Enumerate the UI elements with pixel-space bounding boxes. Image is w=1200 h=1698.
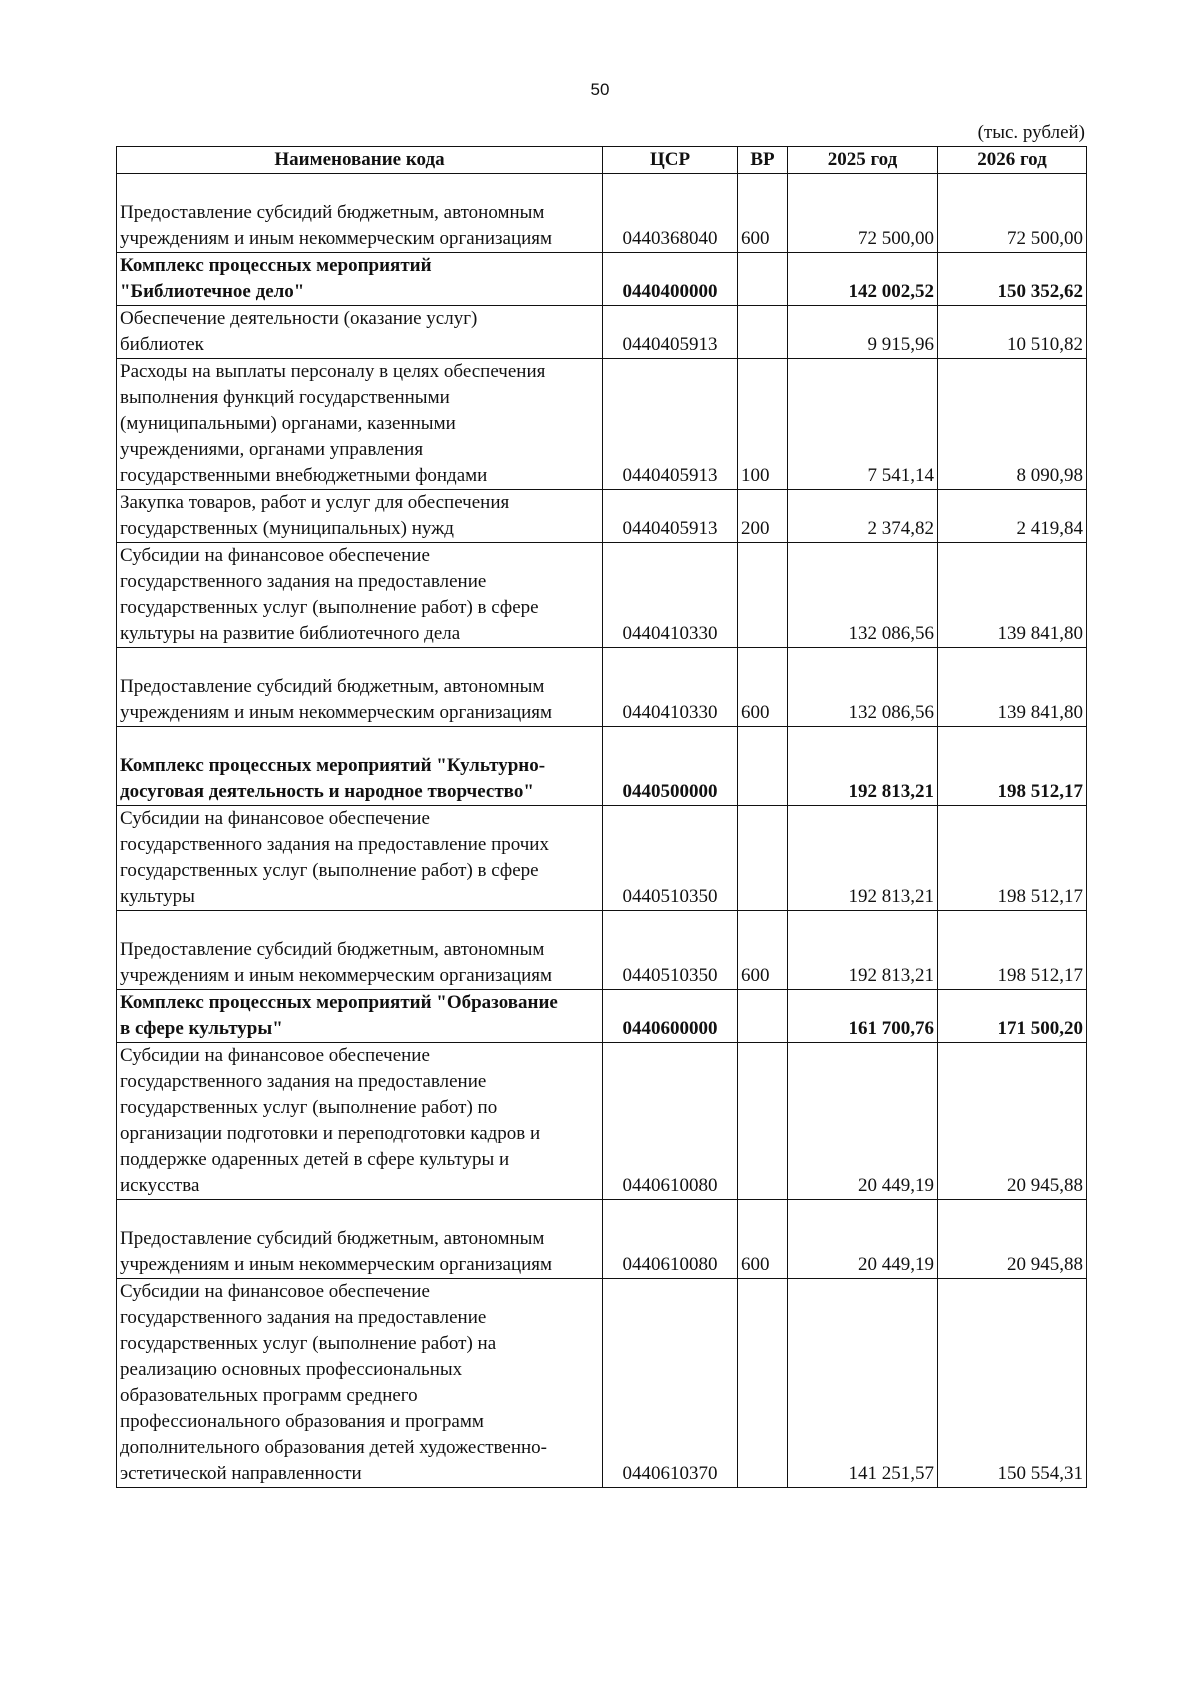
budget-table — [116, 146, 1087, 1488]
row-2025: 132 086,56 — [788, 648, 938, 727]
row-2026: 150 352,62 — [938, 253, 1087, 306]
row-vr: 600 — [738, 911, 788, 990]
row-vr — [738, 990, 788, 1043]
header-vr: ВР — [738, 147, 788, 174]
row-csr: 0440610080 — [603, 1043, 738, 1200]
row-name: Закупка товаров, работ и услуг для обеспечения государственных (муниципальных) нужд — [117, 490, 603, 543]
row-2026: 20 945,88 — [938, 1043, 1087, 1200]
row-2025: 20 449,19 — [788, 1200, 938, 1279]
table-row — [117, 911, 1087, 990]
table-row — [117, 543, 1087, 648]
row-2026: 10 510,82 — [938, 306, 1087, 359]
row-name: Предоставление субсидий бюджетным, автономным учреждениям и иным некоммерческим организациям — [117, 648, 603, 727]
row-2025: 161 700,76 — [788, 990, 938, 1043]
row-2025: 132 086,56 — [788, 543, 938, 648]
header-2025: 2025 год — [788, 147, 938, 174]
row-csr: 0440405913 — [603, 359, 738, 490]
table-row — [117, 174, 1087, 253]
row-vr — [738, 306, 788, 359]
row-name: Предоставление субсидий бюджетным, автономным учреждениям и иным некоммерческим организациям — [117, 174, 603, 253]
row-2025: 20 449,19 — [788, 1043, 938, 1200]
row-name: Комплекс процессных мероприятий "Культурно- досуговая деятельность и народное творчество" — [117, 727, 603, 806]
row-2025: 192 813,21 — [788, 806, 938, 911]
row-vr: 200 — [738, 490, 788, 543]
row-2026: 198 512,17 — [938, 727, 1087, 806]
table-row — [117, 253, 1087, 306]
row-2026: 8 090,98 — [938, 359, 1087, 490]
table-row — [117, 306, 1087, 359]
row-vr: 100 — [738, 359, 788, 490]
row-csr: 0440368040 — [603, 174, 738, 253]
header-2026: 2026 год — [938, 147, 1087, 174]
row-2025: 192 813,21 — [788, 911, 938, 990]
row-2025: 141 251,57 — [788, 1279, 938, 1488]
row-2026: 2 419,84 — [938, 490, 1087, 543]
units-note: (тыс. рублей) — [977, 122, 1085, 143]
row-csr: 0440400000 — [603, 253, 738, 306]
row-vr — [738, 543, 788, 648]
row-name: Субсидии на финансовое обеспечение государственного задания на предоставление государственных услуг (выполнение работ) на реализацию основных профессиональных образовательных программ среднего профессионального образования и программ дополнительного образования детей художественно- эстетической направленности — [117, 1279, 603, 1488]
header-row — [117, 147, 1087, 174]
row-vr — [738, 806, 788, 911]
table-body — [117, 174, 1087, 1488]
row-name: Субсидии на финансовое обеспечение государственного задания на предоставление государственных услуг (выполнение работ) по организации подготовки и переподготовки кадров и поддержке одаренных детей в сфере культуры и искусства — [117, 1043, 603, 1200]
row-csr: 0440405913 — [603, 306, 738, 359]
table-header — [117, 147, 1087, 174]
page-number: 50 — [590, 80, 610, 99]
row-vr: 600 — [738, 648, 788, 727]
table-row — [117, 1043, 1087, 1200]
row-2025: 192 813,21 — [788, 727, 938, 806]
row-csr: 0440410330 — [603, 648, 738, 727]
row-2026: 139 841,80 — [938, 543, 1087, 648]
row-2025: 7 541,14 — [788, 359, 938, 490]
row-name: Субсидии на финансовое обеспечение государственного задания на предоставление государственных услуг (выполнение работ) в сфере культуры на развитие библиотечного дела — [117, 543, 603, 648]
row-2026: 198 512,17 — [938, 911, 1087, 990]
row-2025: 2 374,82 — [788, 490, 938, 543]
row-vr: 600 — [738, 174, 788, 253]
header-name: Наименование кода — [117, 147, 603, 174]
table-row — [117, 806, 1087, 911]
row-2025: 142 002,52 — [788, 253, 938, 306]
row-csr: 0440610370 — [603, 1279, 738, 1488]
row-csr: 0440610080 — [603, 1200, 738, 1279]
row-vr — [738, 1043, 788, 1200]
table-row — [117, 990, 1087, 1043]
row-vr — [738, 253, 788, 306]
row-2026: 198 512,17 — [938, 806, 1087, 911]
row-2025: 72 500,00 — [788, 174, 938, 253]
table-row — [117, 490, 1087, 543]
row-csr: 0440510350 — [603, 911, 738, 990]
row-name: Субсидии на финансовое обеспечение государственного задания на предоставление прочих государственных услуг (выполнение работ) в сфере культуры — [117, 806, 603, 911]
row-vr: 600 — [738, 1200, 788, 1279]
row-name: Комплекс процессных мероприятий "Библиотечное дело" — [117, 253, 603, 306]
row-csr: 0440410330 — [603, 543, 738, 648]
header-csr: ЦСР — [603, 147, 738, 174]
table-row — [117, 1279, 1087, 1488]
row-2026: 171 500,20 — [938, 990, 1087, 1043]
table-row — [117, 1200, 1087, 1279]
row-2026: 72 500,00 — [938, 174, 1087, 253]
table-row — [117, 648, 1087, 727]
row-name: Комплекс процессных мероприятий "Образование в сфере культуры" — [117, 990, 603, 1043]
row-csr: 0440405913 — [603, 490, 738, 543]
row-name: Предоставление субсидий бюджетным, автономным учреждениям и иным некоммерческим организациям — [117, 1200, 603, 1279]
row-csr: 0440510350 — [603, 806, 738, 911]
row-2026: 20 945,88 — [938, 1200, 1087, 1279]
table-row — [117, 727, 1087, 806]
row-name: Обеспечение деятельности (оказание услуг) библиотек — [117, 306, 603, 359]
row-name: Расходы на выплаты персоналу в целях обеспечения выполнения функций государственными (муниципальными) органами, казенными учреждениями, органами управления государственными внебюджетными фондами — [117, 359, 603, 490]
row-2026: 139 841,80 — [938, 648, 1087, 727]
row-csr: 0440600000 — [603, 990, 738, 1043]
row-vr — [738, 1279, 788, 1488]
row-csr: 0440500000 — [603, 727, 738, 806]
row-vr — [738, 727, 788, 806]
row-name: Предоставление субсидий бюджетным, автономным учреждениям и иным некоммерческим организациям — [117, 911, 603, 990]
row-2026: 150 554,31 — [938, 1279, 1087, 1488]
table-row — [117, 359, 1087, 490]
row-2025: 9 915,96 — [788, 306, 938, 359]
